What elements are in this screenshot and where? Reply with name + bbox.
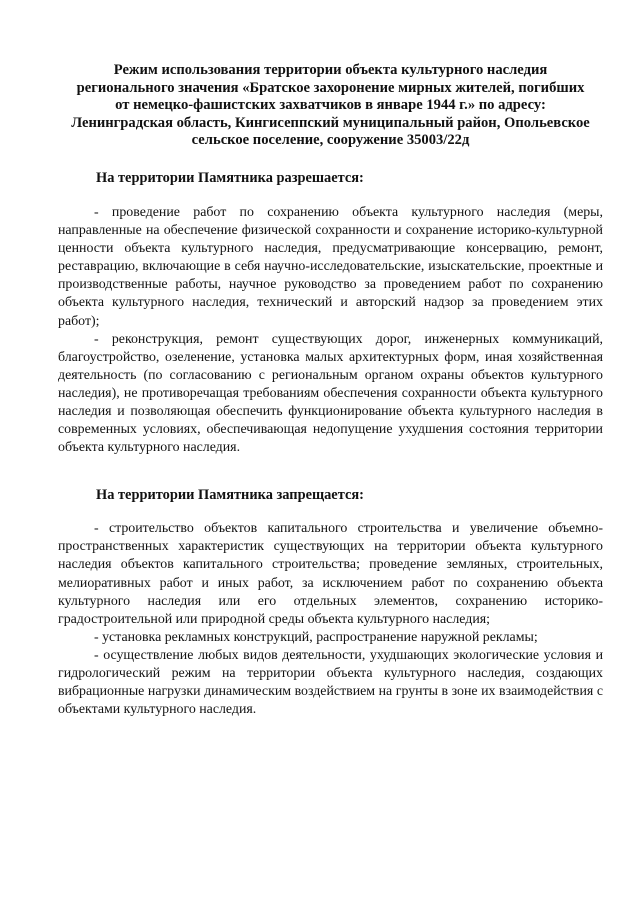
title-line-1: Режим использования территории объекта культурного наследия — [113, 62, 548, 78]
document-page — [58, 62, 603, 719]
title-line-3: от немецко-фашистских захватчиков в январе 1944 г.» по адресу: — [115, 97, 546, 114]
forbidden-list — [58, 520, 603, 719]
allowed-heading: На территории Памятника разрешается: — [96, 169, 364, 186]
title-line-2: регионального значения «Братское захоронение мирных жителей, погибших — [76, 79, 585, 96]
forbidden-heading: На территории Памятника запрещается: — [96, 487, 364, 504]
allowed-list — [58, 204, 603, 457]
forbidden-item-1: - строительство объектов капитального строительства и увеличение объемно-пространственных характеристик существующих на территории объекта культурного наследия объектов капитального строительства; проведение земляных, строительных, мелиоративных работ и иных работ, за исключением работ по сохранению объекта культурного наследия или его отдельных элементов, сохранению историко-градостроительной или природной среды объекта культурного наследия; — [58, 521, 603, 627]
allowed-item-2: - реконструкция, ремонт существующих дорог, инженерных коммуникаций, благоустройство, озеленение, установка малых архитектурных форм, иная хозяйственная деятельность (по согласованию с региональным органом охраны объектов культурного наследия), не противоречащая требованиям обеспечения сохранности объекта культурного наследия и позволяющая обеспечить функционирование объекта культурного наследия в современных условиях, обеспечивающая недопущение ухудшения состояния территории объекта культурного наследия. — [58, 331, 603, 456]
document-title — [58, 62, 603, 150]
forbidden-item-3: - осуществление любых видов деятельности, ухудшающих экологические условия и гидрологический режим на территории объекта культурного наследия, создающих вибрационные нагрузки динамическим воздействием на грунты в зоне их взаимодействия с объектами культурного наследия. — [58, 647, 603, 718]
forbidden-item-2: - установка рекламных конструкций, распространение наружной рекламы; — [94, 629, 538, 645]
allowed-item-1: - проведение работ по сохранению объекта культурного наследия (меры, направленные на обеспечение физической сохранности и сохранение историко-культурной ценности объекта культурного наследия, предусматривающие консервацию, ремонт, реставрацию, включающие в себя научно-исследовательские, изыскательские, проектные и производственные работы, научное руководство за проведением работ по сохранению объекта культурного наследия, технический и авторский надзор за проведением этих работ); — [58, 204, 603, 329]
title-line-5: сельское поселение, сооружение 35003/22д — [191, 132, 470, 149]
title-line-4: Ленинградская область, Кингисеппский муниципальный район, Опольевское — [71, 114, 590, 131]
